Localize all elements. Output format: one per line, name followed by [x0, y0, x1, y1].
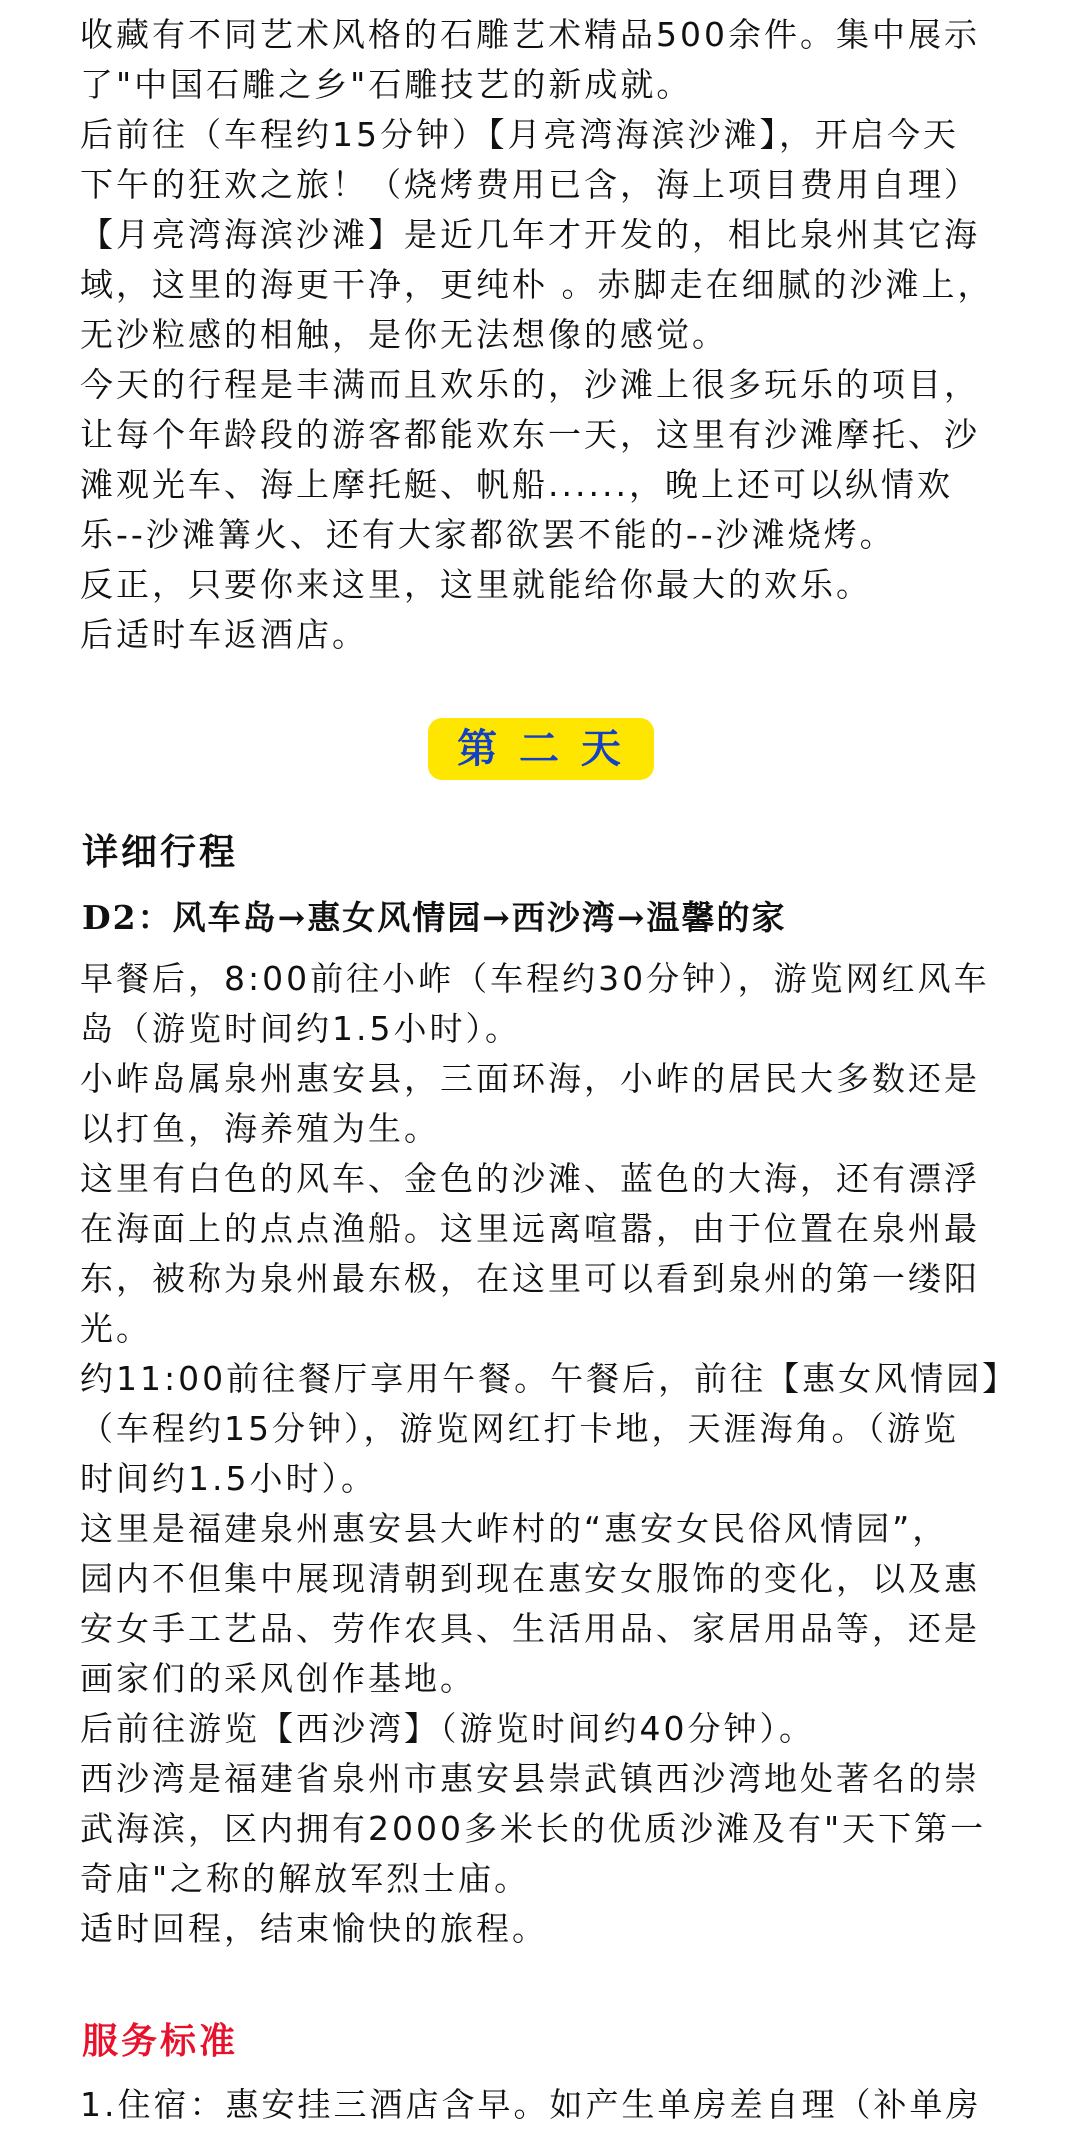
day2-paragraph-lunch-huinv: 约11:00前往餐厅享用午餐。午餐后，前往【惠女风情园】 （车程约15分钟），游览网红打卡地，天涯海角。（游览 时间约1.5小时）。	[80, 1359, 1019, 1498]
day1-paragraph-return: 后适时车返酒店。	[80, 615, 368, 654]
section-title-detailed-itinerary: 详细行程	[82, 832, 239, 873]
day2-paragraph-return: 适时回程，结束愉快的旅程。	[80, 1909, 548, 1948]
day2-paragraph-windmill-island: 早餐后，8:00前往小岞（车程约30分钟），游览网红风车 岛（游览时间约1.5小时）。	[80, 959, 990, 1048]
day1-paragraph-moon-bay-intro: 【月亮湾海滨沙滩】是近几年才开发的，相比泉州其它海 域，这里的海更干净，更纯朴 。赤脚走在细腻的沙滩上， 无沙粒感的相触，是你无法想像的感觉。	[80, 215, 994, 354]
day2-paragraph-xisha-bay-intro: 西沙湾是福建省泉州市惠安县崇武镇西沙湾地处著名的崇 武海滨，区内拥有2000多米长的优质沙滩及有"天下第一 奇庙"之称的解放军烈士庙。	[80, 1759, 987, 1898]
day1-paragraph-fun: 反正，只要你来这里，这里就能给你最大的欢乐。	[80, 565, 872, 604]
day2-paragraph-folk-park: 这里是福建泉州惠安县大岞村的“惠安女民俗风情园”， 园内不但集中展现清朝到现在惠安女服饰的变化，以及惠 安女手工艺品、劳作农具、生活用品、家居用品等，还是 画家们的采风创作基地。	[80, 1509, 980, 1698]
day2-route-line: D2：风车岛→惠女风情园→西沙湾→温馨的家	[82, 898, 787, 937]
day2-paragraph-xisha-bay-visit: 后前往游览【西沙湾】（游览时间约40分钟）。	[80, 1709, 815, 1748]
day2-paragraph-scenery: 这里有白色的风车、金色的沙滩、蓝色的大海，还有漂浮 在海面上的点点渔船。这里远离喧嚣，由于位置在泉州最 东，被称为泉州最东极，在这里可以看到泉州的第一缕阳 光。	[80, 1159, 980, 1348]
day-two-badge: 第 二 天	[428, 718, 654, 780]
day1-paragraph-moon-bay-trip: 后前往（车程约15分钟）【月亮湾海滨沙滩】，开启今天 下午的狂欢之旅！（烧烤费用已含，海上项目费用自理）	[80, 115, 980, 204]
service-item-accommodation: 1.住宿：惠安挂三酒店含早。如产生单房差自理（补单房	[80, 2085, 982, 2124]
day2-paragraph-xiaozuo: 小岞岛属泉州惠安县，三面环海，小岞的居民大多数还是 以打鱼，海养殖为生。	[80, 1059, 980, 1148]
day1-paragraph-activities: 今天的行程是丰满而且欢乐的，沙滩上很多玩乐的项目， 让每个年龄段的游客都能欢东一天，这里有沙滩摩托、沙 滩观光车、海上摩托艇、帆船......，晚上还可以纵情欢 乐--沙滩篝火、还有大家都欲罢不能的--沙滩烧烤。	[80, 365, 980, 554]
day1-paragraph-stone-carving: 收藏有不同艺术风格的石雕艺术精品500余件。集中展示 了"中国石雕之乡"石雕技艺的新成就。	[80, 15, 980, 104]
section-title-service-standards: 服务标准	[82, 2021, 239, 2062]
